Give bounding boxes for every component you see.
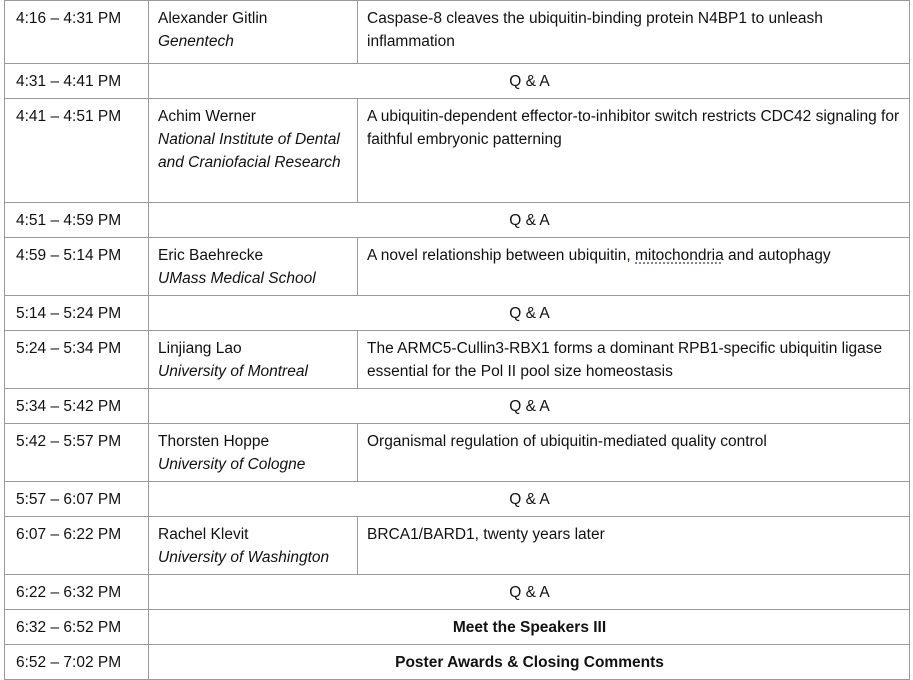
speaker-cell (149, 517, 358, 575)
speaker-cell (149, 99, 358, 203)
talk-title: Caspase-8 cleaves the ubiquitin-binding protein N4BP1 to unleash inflammation (358, 1, 910, 64)
qa-label: Q & A (149, 575, 910, 610)
table-row (5, 64, 910, 99)
talk-title: BRCA1/BARD1, twenty years later (358, 517, 910, 575)
speaker-cell (149, 331, 358, 389)
time-slot: 6:22 – 6:32 PM (5, 575, 149, 610)
speaker-affiliation: UMass Medical School (158, 270, 316, 287)
time-slot: 4:31 – 4:41 PM (5, 64, 149, 99)
time-slot: 5:42 – 5:57 PM (5, 424, 149, 482)
table-row (5, 331, 910, 389)
time-slot: 4:51 – 4:59 PM (5, 203, 149, 238)
schedule-table (4, 0, 910, 680)
speaker-affiliation: University of Montreal (158, 363, 308, 380)
table-row (5, 203, 910, 238)
time-slot: 4:16 – 4:31 PM (5, 1, 149, 64)
time-slot: 5:14 – 5:24 PM (5, 296, 149, 331)
spellcheck-flagged-word[interactable]: mitochondria (635, 247, 724, 264)
time-slot: 6:32 – 6:52 PM (5, 610, 149, 645)
table-row (5, 575, 910, 610)
talk-title: The ARMC5-Cullin3-RBX1 forms a dominant RPB1-specific ubiquitin ligase essential for the Pol II pool size homeostasis (358, 331, 910, 389)
speaker-cell (149, 1, 358, 64)
speaker-affiliation: University of Cologne (158, 456, 306, 473)
event-label: Meet the Speakers III (149, 610, 910, 645)
talk-title: A ubiquitin-dependent effector-to-inhibitor switch restricts CDC42 signaling for faithful embryonic patterning (358, 99, 910, 203)
qa-label: Q & A (149, 296, 910, 331)
speaker-name: Thorsten Hoppe (158, 433, 270, 450)
title-text: and autophagy (723, 247, 831, 264)
speaker-name: Rachel Klevit (158, 526, 249, 543)
table-row (5, 1, 910, 64)
table-row (5, 389, 910, 424)
speaker-name: Achim Werner (158, 108, 256, 125)
qa-label: Q & A (149, 389, 910, 424)
time-slot: 6:52 – 7:02 PM (5, 645, 149, 680)
time-slot: 4:59 – 5:14 PM (5, 238, 149, 296)
time-slot: 5:57 – 6:07 PM (5, 482, 149, 517)
table-row (5, 424, 910, 482)
qa-label: Q & A (149, 482, 910, 517)
speaker-affiliation: University of Washington (158, 549, 330, 566)
table-row (5, 517, 910, 575)
time-slot: 6:07 – 6:22 PM (5, 517, 149, 575)
time-slot: 4:41 – 4:51 PM (5, 99, 149, 203)
time-slot: 5:24 – 5:34 PM (5, 331, 149, 389)
speaker-affiliation: Genentech (158, 33, 234, 50)
qa-label: Q & A (149, 64, 910, 99)
event-label: Poster Awards & Closing Comments (149, 645, 910, 680)
title-text: A novel relationship between ubiquitin, (367, 247, 635, 264)
speaker-name: Alexander Gitlin (158, 10, 268, 27)
table-row (5, 610, 910, 645)
speaker-name: Linjiang Lao (158, 340, 242, 357)
talk-title (358, 238, 910, 296)
speaker-name: Eric Baehrecke (158, 247, 264, 264)
table-row (5, 645, 910, 680)
speaker-cell (149, 238, 358, 296)
talk-title: Organismal regulation of ubiquitin-mediated quality control (358, 424, 910, 482)
table-row (5, 296, 910, 331)
qa-label: Q & A (149, 203, 910, 238)
speaker-cell (149, 424, 358, 482)
time-slot: 5:34 – 5:42 PM (5, 389, 149, 424)
table-row (5, 482, 910, 517)
table-row (5, 238, 910, 296)
speaker-affiliation: National Institute of Dental and Craniofacial Research (158, 131, 341, 171)
table-row (5, 99, 910, 203)
